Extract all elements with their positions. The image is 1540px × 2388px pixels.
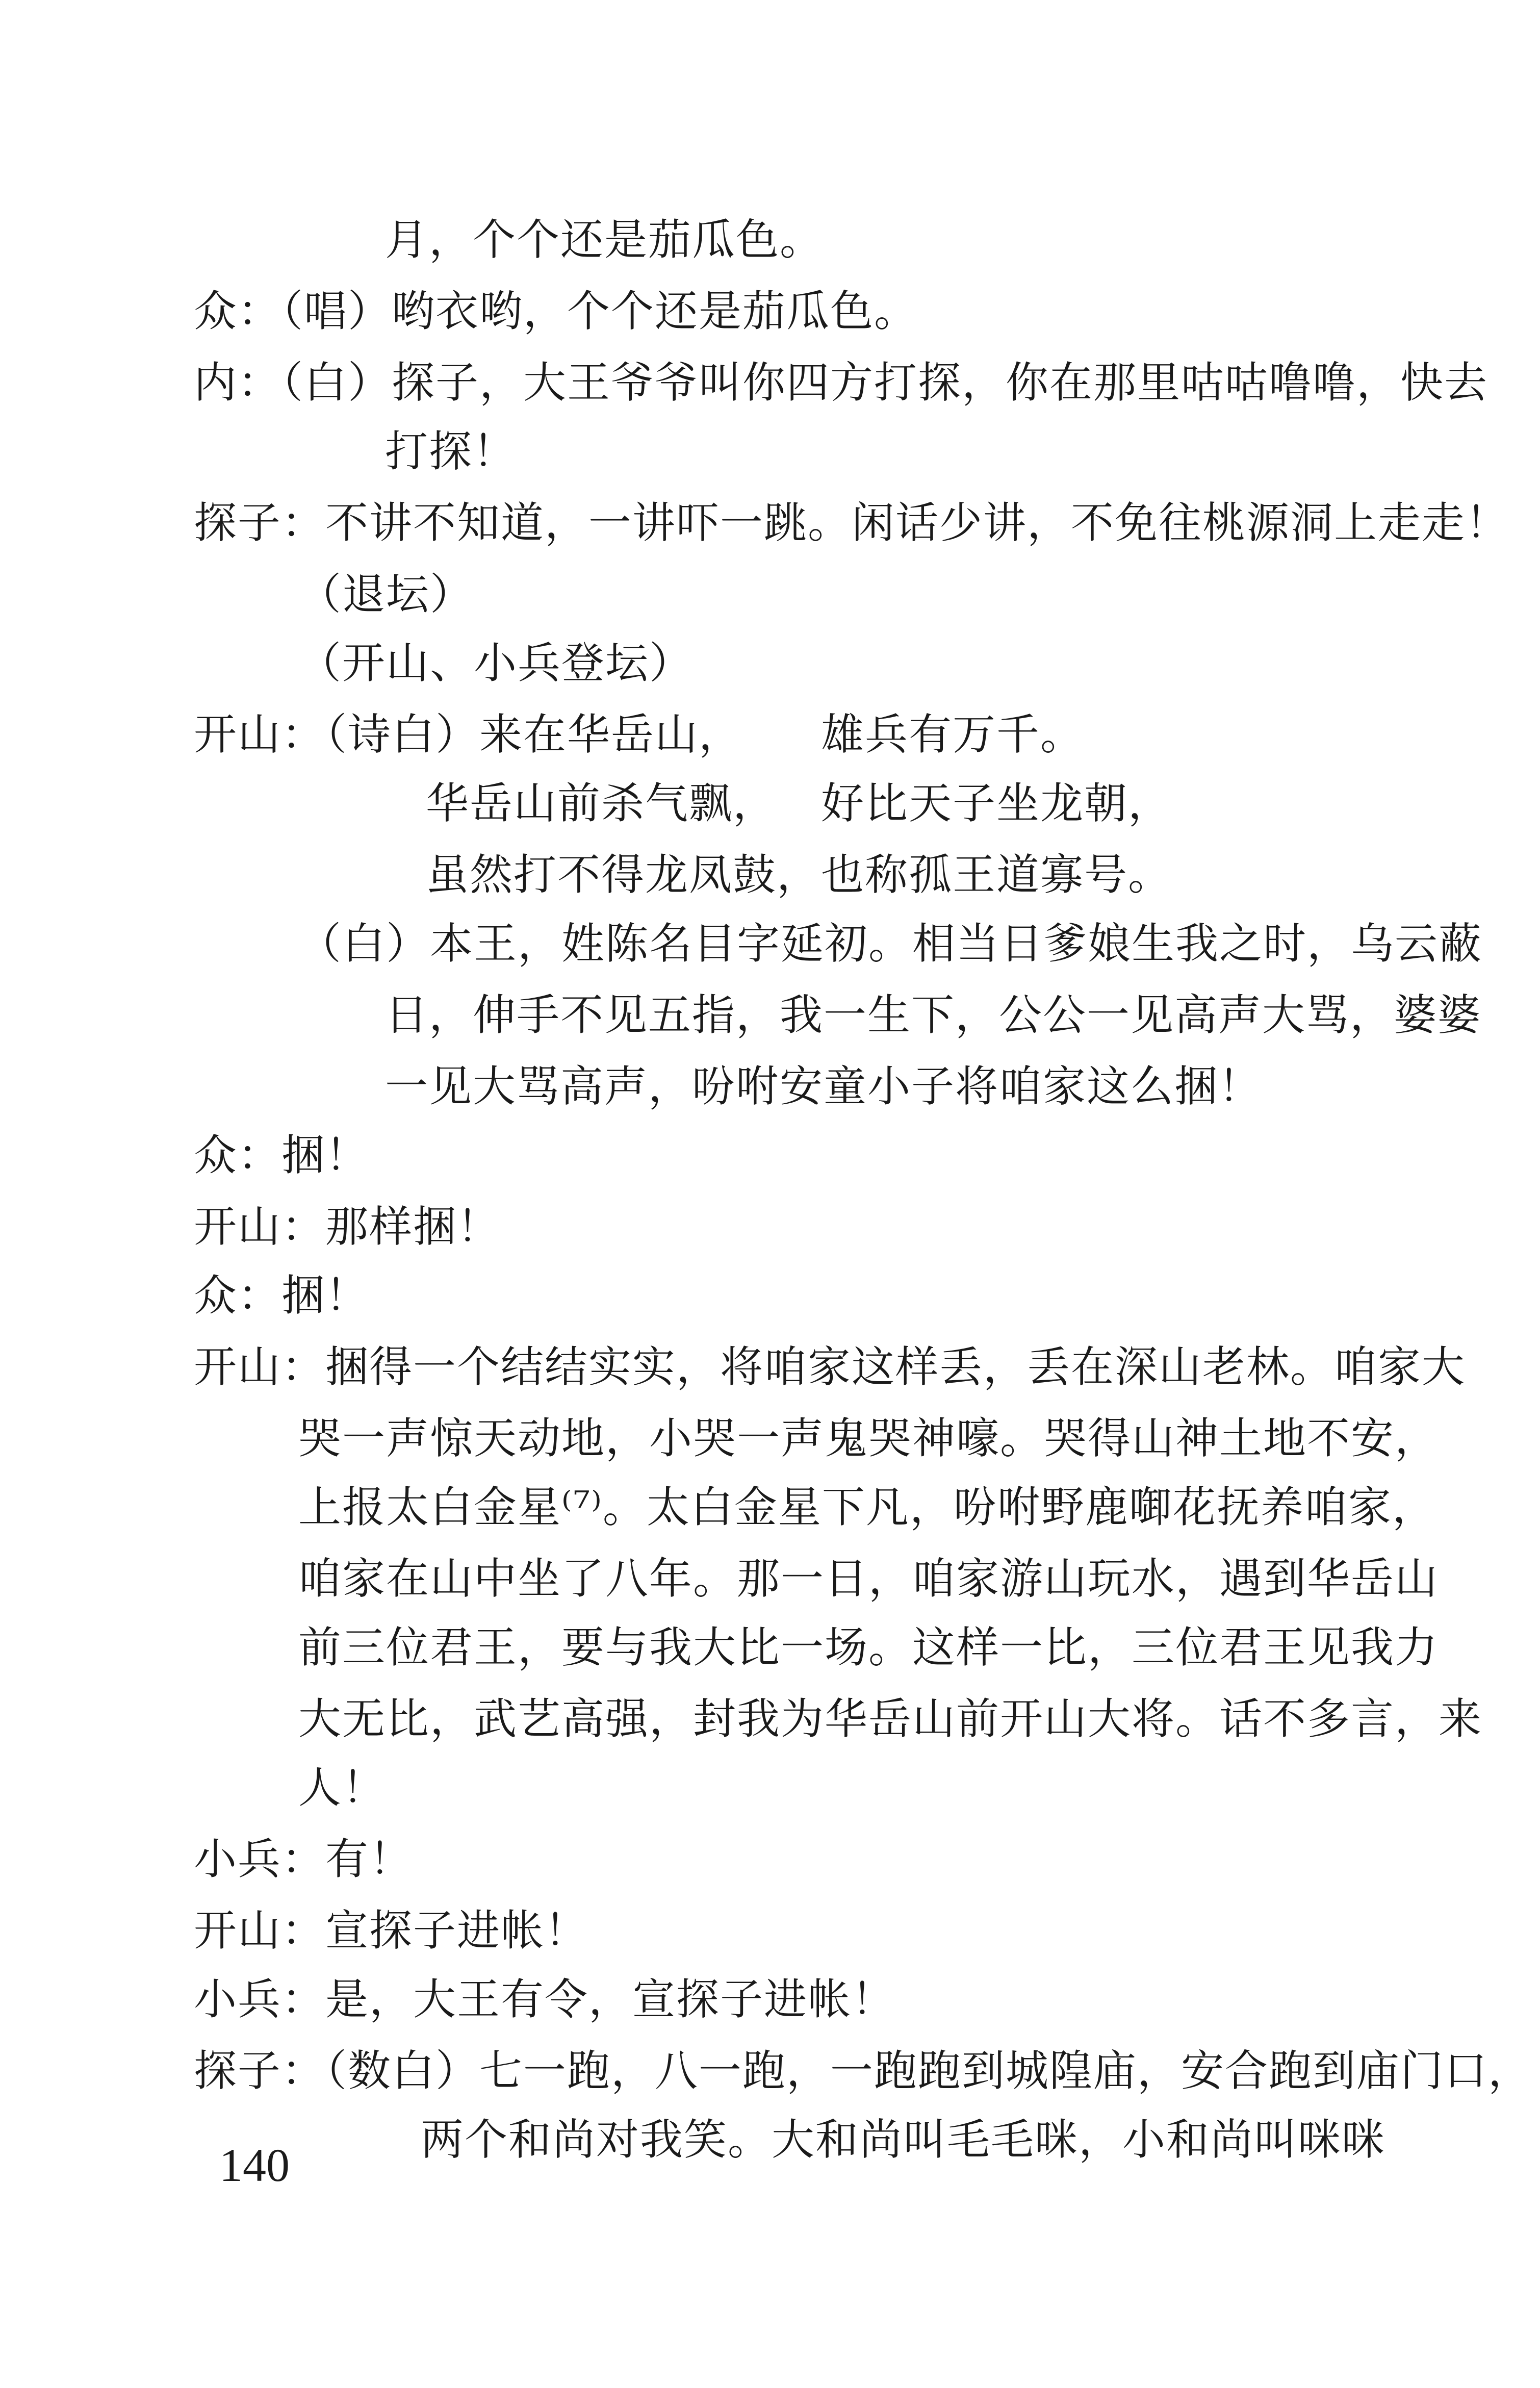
text-line: 开山：那样捆！ bbox=[194, 1202, 501, 1252]
poem-line-left: 虽然打不得龙凤鼓， bbox=[426, 850, 821, 900]
text-line: 人！ bbox=[298, 1763, 387, 1813]
text-line: 前三位君王，要与我大比一场。这样一比，三位君王见我力 bbox=[298, 1622, 1439, 1672]
text-line: 咱家在山中坐了八年。那一日，咱家游山玩水，遇到华岳山 bbox=[298, 1554, 1439, 1604]
stage-direction: （开山、小兵登坛） bbox=[298, 638, 694, 688]
text-line: 打探！ bbox=[385, 426, 517, 476]
text-line: 众：捆！ bbox=[194, 1130, 370, 1180]
text-line: 众：（唱）哟衣哟，个个还是茄瓜色。 bbox=[194, 286, 918, 336]
text-line: 一见大骂高声，吩咐安童小子将咱家这么捆！ bbox=[385, 1061, 1263, 1111]
stage-direction: （退坛） bbox=[298, 569, 474, 619]
poem-line-left: 开山：（诗白）来在华岳山， bbox=[194, 709, 743, 759]
text-line: 开山：捆得一个结结实实，将咱家这样丢，丢在深山老林。咱家大 bbox=[194, 1342, 1466, 1392]
text-line: 探子：（数白）七一跑，八一跑，一跑跑到城隍庙，安合跑到庙门口， bbox=[194, 2046, 1532, 2096]
poem-line-right: 也称孤王道寡号。 bbox=[821, 850, 1172, 900]
text-line: 哭一声惊天动地，小哭一声鬼哭神嚎。哭得山神土地不安， bbox=[298, 1413, 1439, 1463]
page-number: 140 bbox=[219, 2139, 290, 2191]
poem-line-right: 雄兵有万千。 bbox=[821, 709, 1085, 759]
text-line: 小兵：是，大王有令，宣探子进帐！ bbox=[194, 1974, 896, 2024]
text-line: 日，伸手不见五指，我一生下，公公一见高声大骂，婆婆 bbox=[385, 990, 1482, 1040]
text-line: 探子：不讲不知道，一讲吓一跳。闲话少讲，不免往桃源洞上走走！ bbox=[194, 498, 1510, 548]
text-line: （白）本王，姓陈名目字延初。相当日爹娘生我之时，乌云蔽 bbox=[298, 919, 1483, 969]
text-line: 内：（白）探子，大王爷爷叫你四方打探，你在那里咕咕噜噜，快去 bbox=[194, 358, 1488, 408]
text-line: 大无比，武艺高强，封我为华岳山前开山大将。话不多言，来 bbox=[298, 1694, 1483, 1744]
text-line: 众：捆！ bbox=[194, 1271, 370, 1320]
text-line: 月，个个还是茄瓜色。 bbox=[385, 215, 824, 265]
poem-line-left: 华岳山前杀气飘， bbox=[426, 778, 777, 828]
text-line: 小兵：有！ bbox=[194, 1834, 414, 1884]
text-line: 两个和尚对我笑。大和尚叫毛毛咪，小和尚叫咪咪 bbox=[421, 2115, 1386, 2165]
text-line: 上报太白金星⁽⁷⁾。太白金星下凡，吩咐野鹿啣花抚养咱家， bbox=[298, 1482, 1436, 1532]
text-line: 开山：宣探子进帐！ bbox=[194, 1906, 589, 1955]
poem-line-right: 好比天子坐龙朝， bbox=[821, 778, 1172, 828]
